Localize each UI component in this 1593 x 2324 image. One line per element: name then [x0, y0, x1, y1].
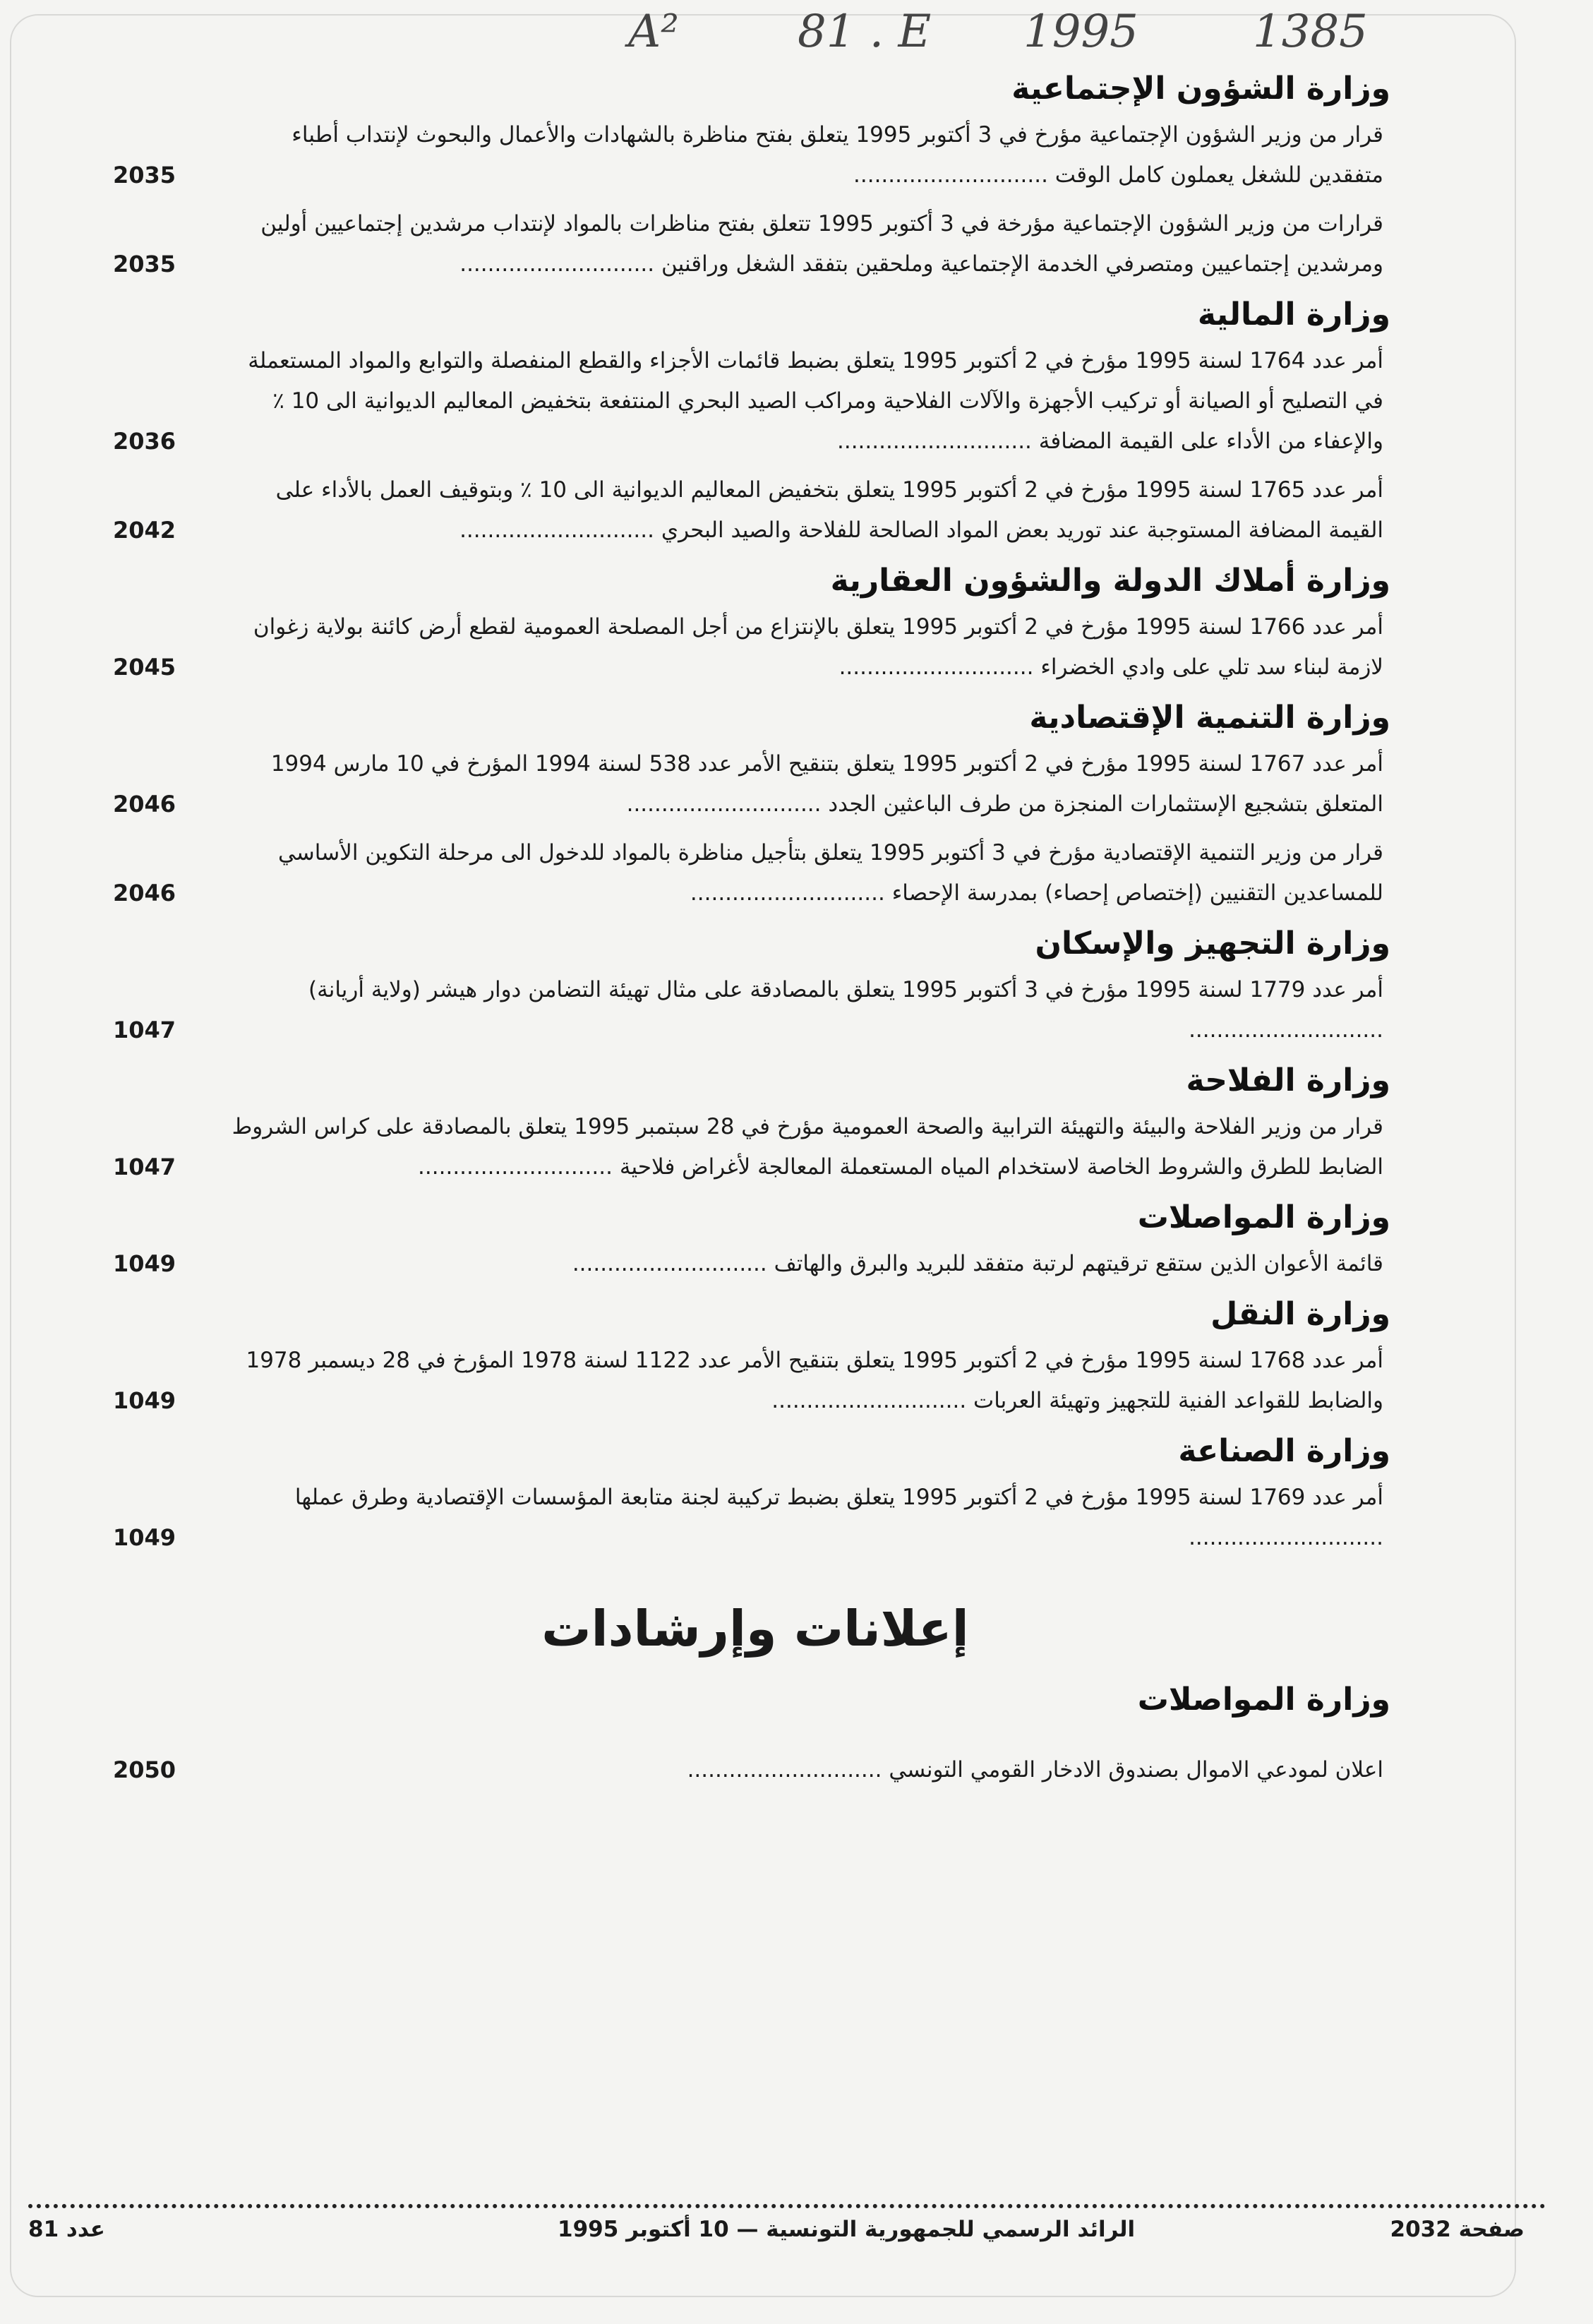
- entry-text: قرار من وزير التنمية الإقتصادية مؤرخ في 3 أكتوبر 1995 يتعلق بتأجيل مناظرة بالمواد للدخول الى مرحلة التكوين الأساسي للمساعدين التقنيين (إختصاص إحصاء) بمدرسة الإحصاء ............................: [277, 840, 1383, 906]
- dot-leader: ............................: [690, 880, 892, 906]
- entry-page-number: 2046: [113, 791, 176, 817]
- entry-page-number: 1049: [113, 1524, 176, 1551]
- entry-page-number: 2046: [113, 880, 176, 906]
- toc-entry[interactable]: [113, 204, 1397, 284]
- handwritten-a: A²: [628, 6, 679, 58]
- handwritten-d: 1385: [1253, 6, 1368, 58]
- entry-page-number: 1049: [113, 1387, 176, 1414]
- ministry-heading: وزارة المواصلات: [1137, 1199, 1390, 1235]
- entry-page-number: 2050: [113, 1756, 176, 1783]
- dot-leader: ............................: [853, 162, 1055, 188]
- entry-text: قرار من وزير الفلاحة والبيئة والتهيئة الترابية والصحة العمومية مؤرخ في 28 سبتمبر 1995 يتعلق بالمصادقة على كراس الشروط الضابط للطرق والشروط الخاصة لاستخدام المياه المستعملة المعالجة لأغراض فلاحية ............................: [232, 1114, 1383, 1180]
- entry-page-number: 1049: [113, 1250, 176, 1277]
- ministry-heading: وزارة أملاك الدولة والشؤون العقارية: [830, 563, 1390, 599]
- dot-leader: ............................: [626, 791, 829, 817]
- ministry-heading: وزارة التنمية الإقتصادية: [1029, 700, 1390, 736]
- entry-page-number: 2045: [113, 654, 176, 681]
- toc-entry[interactable]: [113, 1244, 1397, 1284]
- footer-page-number: صفحة 2032: [1390, 2217, 1525, 2242]
- dot-leader: ............................: [687, 1757, 889, 1783]
- entry-text: قائمة الأعوان الذين ستقع ترقيتهم لرتبة متفقد للبريد والبرق والهاتف ............................: [572, 1251, 1383, 1276]
- ministry-heading: وزارة المواصلات: [1137, 1682, 1390, 1718]
- entry-text: قرارات من وزير الشؤون الإجتماعية مؤرخة في 3 أكتوبر 1995 تتعلق بفتح مناظرات بالمواد لإنتداب مرشدين إجتماعيين أولين ومرشدين إجتماعيين ومتصرفي الخدمة الإجتماعية وملحقين بتفقد الشغل وراقنين ............................: [260, 211, 1383, 277]
- ministry-heading: وزارة التجهيز والإسكان: [1035, 926, 1390, 962]
- table-of-contents: [113, 67, 1397, 1799]
- toc-entry[interactable]: [113, 341, 1397, 462]
- entry-text: أمر عدد 1766 لسنة 1995 مؤرخ في 2 أكتوبر 1995 يتعلق بالإنتزاع من أجل المصلحة العمومية لقطع أرض كائنة بولاية زغوان لازمة لبناء سد تلي على وادي الخضراء ............................: [253, 614, 1383, 680]
- entry-text: أمر عدد 1765 لسنة 1995 مؤرخ في 2 أكتوبر 1995 يتعلق بتخفيض المعاليم الديوانية الى 10 ٪ وبتوقيف العمل بالأداء على القيمة المضافة المستوجبة عند توريد بعض المواد الصالحة للفلاحة والصيد البحري ............................: [275, 477, 1383, 543]
- dot-leader: ............................: [1189, 1525, 1383, 1550]
- handwritten-annotation: [0, 6, 1593, 69]
- entry-text: أمر عدد 1764 لسنة 1995 مؤرخ في 2 أكتوبر 1995 يتعلق بضبط قائمات الأجزاء والقطع المنفصلة والتوابع والمواد المستعملة في التصليح أو الصيانة أو تركيب الأجهزة والآلات الفلاحية ومراكب الصيد البحري المنتفعة بتخفيض المعاليم الديوانية الى 10 ٪ والإعفاء من الأداء على القيمة المضافة ............................: [248, 348, 1383, 454]
- ministry-heading: وزارة الصناعة: [1178, 1433, 1390, 1469]
- dot-leader: ............................: [838, 654, 1041, 680]
- entry-page-number: 1047: [113, 1017, 176, 1043]
- toc-entry[interactable]: [113, 744, 1397, 825]
- ministry-heading: وزارة النقل: [1210, 1296, 1390, 1332]
- footer-issue-number: عدد 81: [28, 2217, 105, 2242]
- handwritten-c: 1995: [1023, 6, 1138, 58]
- toc-entry[interactable]: [113, 1341, 1397, 1421]
- entry-text: أمر عدد 1767 لسنة 1995 مؤرخ في 2 أكتوبر 1995 يتعلق بتنقيح الأمر عدد 538 لسنة 1994 المؤرخ في 10 مارس 1994 المتعلق بتشجيع الإستثمارات المنجزة من طرف الباعثين الجدد ............................: [270, 751, 1383, 817]
- ministry-heading: وزارة الفلاحة: [1186, 1062, 1390, 1098]
- footer-journal-title: الرائد الرسمي للجمهورية التونسية — 10 أكتوبر 1995: [558, 2217, 1136, 2242]
- toc-entry[interactable]: [113, 1107, 1397, 1187]
- ministry-heading: وزارة المالية: [1197, 297, 1390, 333]
- toc-entry[interactable]: [113, 115, 1397, 196]
- entry-page-number: 2035: [113, 251, 176, 277]
- dot-leader: ............................: [1189, 1017, 1383, 1043]
- dot-leader: ............................: [837, 429, 1039, 454]
- entry-text: أمر عدد 1779 لسنة 1995 مؤرخ في 3 أكتوبر 1995 يتعلق بالمصادقة على مثال تهيئة التضامن دوار هيشر (ولاية أريانة) ............................: [308, 977, 1383, 1043]
- toc-entry[interactable]: [113, 1750, 1397, 1790]
- entry-page-number: 1047: [113, 1154, 176, 1180]
- toc-entry[interactable]: [113, 1478, 1397, 1558]
- entry-page-number: 2042: [113, 517, 176, 544]
- dot-leader: ............................: [459, 251, 661, 277]
- toc-entry[interactable]: [113, 607, 1397, 688]
- ministry-heading: وزارة الشؤون الإجتماعية: [1011, 71, 1390, 107]
- announcements-title: إعلانات وإرشادات: [541, 1600, 969, 1658]
- toc-entry[interactable]: [113, 970, 1397, 1050]
- toc-entry[interactable]: [113, 470, 1397, 551]
- dot-leader: ............................: [459, 517, 661, 543]
- entry-page-number: 2035: [113, 162, 176, 188]
- page-footer: [28, 2217, 1546, 2259]
- entry-page-number: 2036: [113, 428, 176, 455]
- entry-text: أمر عدد 1768 لسنة 1995 مؤرخ في 2 أكتوبر 1995 يتعلق بتنقيح الأمر عدد 1122 لسنة 1978 المؤرخ في 28 ديسمبر 1978 والضابط للقواعد الفنية للتجهيز وتهيئة العربات ............................: [246, 1348, 1383, 1413]
- entry-text: أمر عدد 1769 لسنة 1995 مؤرخ في 2 أكتوبر 1995 يتعلق بضبط تركيبة لجنة متابعة المؤسسات الإقتصادية وطرق عملها ............................: [294, 1485, 1383, 1550]
- dot-leader: ............................: [572, 1251, 774, 1276]
- entry-text: قرار من وزير الشؤون الإجتماعية مؤرخ في 3 أكتوبر 1995 يتعلق بفتح مناظرة بالشهادات والأعمال والبحوث لإنتداب أطباء متفقدين للشغل يعملون كامل الوقت ............................: [291, 122, 1383, 188]
- handwritten-b: 81 . E: [798, 6, 932, 58]
- footer-divider: [28, 2204, 1546, 2208]
- entry-text: اعلان لمودعي الاموال بصندوق الادخار القومي التونسي ............................: [687, 1757, 1383, 1783]
- toc-entry[interactable]: [113, 833, 1397, 914]
- dot-leader: ............................: [418, 1154, 620, 1180]
- dot-leader: ............................: [771, 1388, 974, 1413]
